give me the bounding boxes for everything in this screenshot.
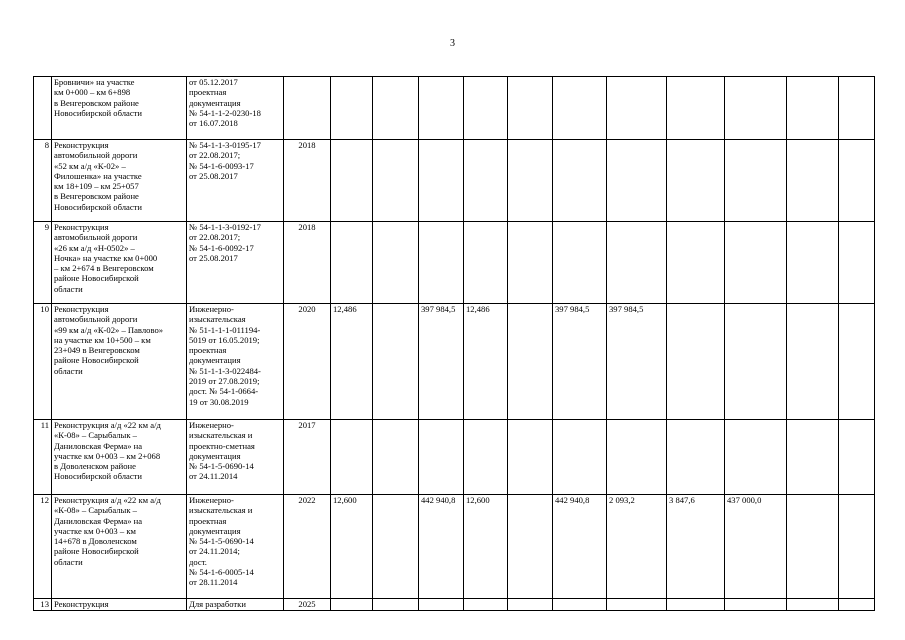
cell-line: области (54, 283, 83, 294)
documentation-cell (187, 599, 284, 611)
cell-line: на участке км 10+500 – км (54, 334, 151, 345)
value-cell (464, 222, 508, 304)
value-cell (508, 77, 553, 140)
project-name-cell (52, 222, 187, 304)
cell-line: Ночка» на участке км 0+000 (54, 252, 158, 263)
cell-line: – км 2+674 в Венгеровском (54, 263, 154, 274)
value-cell (667, 140, 725, 222)
table-row (34, 77, 875, 140)
value-cell: 397 984,5 (607, 304, 667, 420)
cell-line: Инженерно- (189, 420, 234, 430)
cell-line: документация (189, 450, 241, 461)
documentation-cell (187, 495, 284, 599)
value-cell (607, 77, 667, 140)
value-cell (787, 420, 839, 495)
value-cell (508, 599, 553, 611)
value-cell (553, 140, 607, 222)
cell-line: № 54-1-5-0690-14 (189, 536, 254, 547)
cell-line: № 51-1-1-1-011194- (189, 324, 261, 335)
cell-line: автомобильной дороги (54, 232, 138, 243)
table-row (34, 222, 875, 304)
table-row (34, 140, 875, 222)
cell-line: Даниловская Ферма» на (54, 440, 143, 451)
cell-line: автомобильной дороги (54, 150, 138, 161)
value-cell (607, 420, 667, 495)
value-cell (553, 420, 607, 495)
documentation-cell (187, 140, 284, 222)
cell-line: от 25.08.2017 (189, 252, 238, 263)
value-cell (725, 140, 787, 222)
cell-line: № 54-1-5-0690-14 (189, 461, 254, 472)
cell-line: области (54, 365, 83, 376)
value-cell (725, 77, 787, 140)
row-number-cell: 11 (34, 420, 52, 495)
cell-line: Новосибирской области (54, 471, 143, 482)
cell-line: «26 км а/д «Н-0502» – (54, 242, 135, 253)
value-cell (464, 77, 508, 140)
cell-line: 23+049 в Венгеровском (54, 345, 140, 356)
cell-line: области (54, 556, 83, 567)
cell-line: проектная (189, 87, 227, 98)
cell-line: № 54-1-6-0093-17 (189, 160, 254, 171)
value-cell (667, 77, 725, 140)
cell-line: изыскательская и (189, 430, 253, 441)
cell-line: районе Новосибирской (54, 273, 139, 284)
value-cell (607, 222, 667, 304)
table-row (34, 495, 875, 599)
cell-line: автомобильной дороги (54, 314, 138, 325)
value-cell (373, 420, 419, 495)
value-cell (373, 77, 419, 140)
value-cell (667, 222, 725, 304)
value-cell (464, 599, 508, 611)
value-cell (419, 222, 464, 304)
cell-line: 2019 от 27.08.2019; (189, 376, 260, 387)
cell-line: от 16.07.2018 (189, 118, 238, 129)
cell-line: от 25.08.2017 (189, 170, 238, 181)
cell-line: 5019 от 16.05.2019; (189, 334, 260, 345)
row-number-cell (34, 77, 52, 140)
year-cell: 2020 (284, 304, 331, 420)
project-name-cell (52, 304, 187, 420)
cell-line: районе Новосибирской (54, 355, 139, 366)
cell-line: «К-08» – Сарыбалык – (54, 430, 137, 441)
cell-line: км 18+109 – км 25+057 (54, 181, 139, 192)
row-number-cell: 13 (34, 599, 52, 611)
cell-line: «99 км а/д «К-02» – Павлово» (54, 324, 164, 335)
project-name-cell (52, 420, 187, 495)
value-cell (607, 140, 667, 222)
cell-line: Реконструкция (54, 304, 109, 314)
row-number-cell: 9 (34, 222, 52, 304)
value-cell (508, 222, 553, 304)
cell-line: № 51-1-1-3-022484- (189, 365, 261, 376)
cell-line: км 0+000 – км 6+898 (54, 87, 131, 98)
table-row (34, 420, 875, 495)
project-name-cell (52, 140, 187, 222)
year-cell: 2017 (284, 420, 331, 495)
value-cell (787, 599, 839, 611)
cell-line: 14+678 в Доволенском (54, 536, 137, 547)
cell-line: в Доволенском районе (54, 461, 136, 472)
cell-line: участке км 0+003 – км 2+068 (54, 450, 161, 461)
value-cell: 442 940,8 (419, 495, 464, 599)
value-cell: 397 984,5 (553, 304, 607, 420)
value-cell (839, 140, 875, 222)
cell-line: «К-08» – Сарыбалык – (54, 505, 137, 516)
value-cell (839, 495, 875, 599)
value-cell (464, 140, 508, 222)
value-cell (787, 495, 839, 599)
documentation-cell (187, 304, 284, 420)
value-cell (331, 599, 373, 611)
cell-line: Реконструкция (54, 140, 109, 150)
value-cell (839, 222, 875, 304)
page-number: 3 (450, 38, 455, 49)
row-number-cell: 8 (34, 140, 52, 222)
cell-line: 19 от 30.08.2019 (189, 396, 249, 407)
value-cell (787, 304, 839, 420)
documentation-cell (187, 420, 284, 495)
value-cell (419, 599, 464, 611)
value-cell (839, 304, 875, 420)
value-cell (667, 304, 725, 420)
value-cell (725, 222, 787, 304)
cell-line: Даниловская Ферма» на (54, 515, 143, 526)
value-cell (508, 304, 553, 420)
value-cell: 437 000,0 (725, 495, 787, 599)
value-cell (787, 77, 839, 140)
value-cell: 12,600 (464, 495, 508, 599)
value-cell (839, 77, 875, 140)
value-cell (419, 77, 464, 140)
value-cell (607, 599, 667, 611)
value-cell (553, 599, 607, 611)
value-cell (419, 420, 464, 495)
cell-line: изыскательская (189, 314, 246, 325)
cell-line: документация (189, 355, 241, 366)
cell-line: № 54-1-6-0005-14 (189, 567, 254, 578)
year-cell: 2018 (284, 222, 331, 304)
cell-line: дост. (189, 556, 207, 567)
documentation-cell (187, 222, 284, 304)
value-cell (373, 495, 419, 599)
cell-line: проектно-сметная (189, 440, 255, 451)
value-cell (508, 495, 553, 599)
value-cell (508, 140, 553, 222)
value-cell (725, 599, 787, 611)
cell-line: изыскательская и (189, 505, 253, 516)
cell-line: документация (189, 525, 241, 536)
value-cell (331, 222, 373, 304)
value-cell (419, 140, 464, 222)
cell-line: Новосибирской области (54, 107, 143, 118)
cell-line: Реконструкция а/д «22 км а/д (54, 495, 161, 505)
project-name-cell (52, 77, 187, 140)
cell-line: Инженерно- (189, 495, 234, 505)
cell-line: № 54-1-1-3-0195-17 (189, 140, 261, 150)
row-number-cell: 12 (34, 495, 52, 599)
project-name-cell (52, 599, 187, 611)
cell-line: проектная (189, 345, 227, 356)
table-row (34, 304, 875, 420)
year-cell (284, 77, 331, 140)
cell-line: № 54-1-1-3-0192-17 (189, 222, 261, 232)
cell-line: проектная (189, 515, 227, 526)
value-cell (464, 420, 508, 495)
value-cell (331, 140, 373, 222)
cell-line: Инженерно- (189, 304, 234, 314)
value-cell (331, 77, 373, 140)
value-cell: 12,486 (464, 304, 508, 420)
value-cell: 442 940,8 (553, 495, 607, 599)
value-cell: 397 984,5 (419, 304, 464, 420)
cell-line: Для разработки (189, 599, 246, 609)
year-cell: 2022 (284, 495, 331, 599)
cell-line: участке км 0+003 – км (54, 525, 136, 536)
cell-line: № 54-1-1-2-0230-18 (189, 107, 261, 118)
cell-line: Реконструкция (54, 222, 109, 232)
cell-line: № 54-1-6-0092-17 (189, 242, 254, 253)
project-name-cell (52, 495, 187, 599)
value-cell: 12,486 (331, 304, 373, 420)
value-cell (667, 420, 725, 495)
value-cell (373, 304, 419, 420)
value-cell (508, 420, 553, 495)
cell-line: от 22.08.2017; (189, 232, 241, 243)
cell-line: Реконструкция а/д «22 км а/д (54, 420, 161, 430)
value-cell (839, 420, 875, 495)
cell-line: «52 км а/д «К-02» – (54, 160, 126, 171)
value-cell (839, 599, 875, 611)
cell-line: Филошенка» на участке (54, 170, 142, 181)
value-cell (373, 599, 419, 611)
cell-line: от 22.08.2017; (189, 150, 241, 161)
value-cell (787, 222, 839, 304)
road-projects-table (33, 76, 875, 611)
table-row (34, 599, 875, 611)
year-cell: 2025 (284, 599, 331, 611)
cell-line: дост. № 54-1-0664- (189, 386, 259, 397)
cell-line: районе Новосибирской (54, 546, 139, 557)
documentation-cell (187, 77, 284, 140)
value-cell: 3 847,6 (667, 495, 725, 599)
cell-line: в Венгеровском районе (54, 97, 139, 108)
cell-line: в Венгеровском районе (54, 191, 139, 202)
cell-line: от 28.11.2014 (189, 577, 238, 588)
cell-line: от 24.11.2014; (189, 546, 240, 557)
value-cell: 12,600 (331, 495, 373, 599)
value-cell (725, 304, 787, 420)
cell-line: от 24.11.2014 (189, 471, 238, 482)
value-cell (787, 140, 839, 222)
cell-line: Новосибирской области (54, 201, 143, 212)
cell-line: Бровничи» на участке (54, 77, 135, 87)
value-cell (553, 77, 607, 140)
value-cell (667, 599, 725, 611)
cell-line: от 05.12.2017 (189, 77, 238, 87)
value-cell (373, 222, 419, 304)
value-cell (373, 140, 419, 222)
value-cell (553, 222, 607, 304)
cell-line: Реконструкция (54, 599, 109, 609)
value-cell (725, 420, 787, 495)
row-number-cell: 10 (34, 304, 52, 420)
value-cell (331, 420, 373, 495)
cell-line: документация (189, 97, 241, 108)
year-cell: 2018 (284, 140, 331, 222)
value-cell: 2 093,2 (607, 495, 667, 599)
